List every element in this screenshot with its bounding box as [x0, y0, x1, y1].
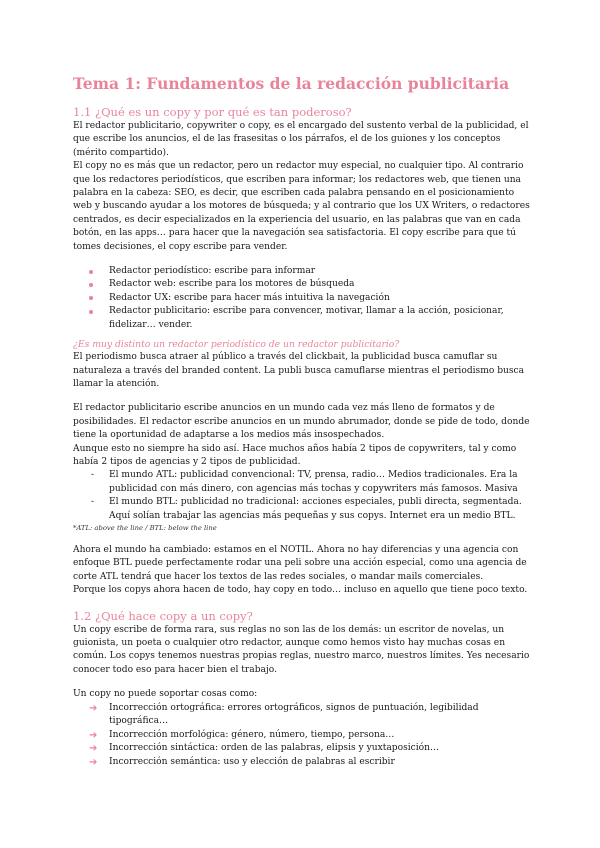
list-item-text: Incorrección morfológica: género, número, tiempo, persona…	[109, 729, 395, 740]
list-item: Redactor UX: escribe para hacer más intuitiva la navegación	[89, 292, 533, 305]
dash-list	[73, 469, 533, 523]
arrow-icon: ➔	[89, 743, 98, 755]
subheading-periodistico: ¿Es muy distinto un redactor periodístico de un redactor publicitario?	[73, 339, 400, 351]
list-item-text: Incorrección semántica: uso y elección de palabras al escribir	[109, 757, 395, 767]
list-item: Redactor periodístico: escribe para informar	[89, 265, 533, 278]
document-page	[73, 70, 533, 770]
paragraph: El periodismo busca atraer al público a través del clickbait, la publicidad busca camuflar su naturaleza a través del branded content. La publi busca camuflarse mientras el periodismo busca llamar la atención.	[73, 352, 525, 389]
footnote: *ATL: above the line / BTL: below the line	[73, 523, 217, 532]
list-item	[89, 729, 533, 743]
document-title: Tema 1: Fundamentos de la redacción publicitaria	[73, 74, 510, 93]
arrow-list	[73, 702, 533, 770]
paragraph: El redactor publicitario escribe anuncios en un mundo cada vez más lleno de formatos y de posibilidades. El redactor escribe anuncios en un mundo abrumador, donde se pide de todo, donde tiene la oportunidad de adaptarse a los medios más insospechados.	[73, 403, 530, 441]
list-item: Redactor publicitario: escribe para convencer, motivar, llamar a la acción, posicionar, fidelizar… vender.	[89, 305, 533, 332]
section-heading-1-2: 1.2 ¿Qué hace copy a un copy?	[73, 608, 253, 623]
paragraph: El copy no es más que un redactor, pero un redactor muy especial, no cualquier tipo. Al contrario que los redactores periodísticos, que escriben para informar; los redactores web, que tienen una palabra en la cabeza: SEO, es decir, que escriben cada palabra pensando en el posicionamiento web y buscando ayudar a los motores de búsqueda; y al contrario que los UX Writers, o redactores centrados, es decir especializados en la experiencia del usuario, en las palabras que van en cada botón, en las apps… para hacer que la navegación sea satisfactoria. El copy escribe para que tú tomes decisiones, el copy escribe para vender.	[73, 161, 530, 252]
paragraph: Ahora el mundo ha cambiado: estamos en el NOTIL. Ahora no hay diferencias y una agencia con enfoque BTL puede perfectamente rodar una peli sobre una acción especial, como una agencia de corte ATL tendrá que hacer los textos de las redes sociales, o mandar mails comerciales.	[73, 544, 527, 582]
list-item	[89, 756, 533, 770]
paragraph: Un copy no puede soportar cosas como:	[73, 689, 258, 700]
arrow-icon: ➔	[89, 729, 98, 741]
list-item: - El mundo BTL: publicidad no tradicional: acciones especiales, publi directa, segmentada. Aquí solían trabajar las agencias más pequeñas y sus copys. Internet era un medio BTL.	[89, 496, 533, 523]
list-item	[89, 742, 533, 756]
paragraph: Aunque esto no siempre ha sido así. Hace muchos años había 2 tipos de copywriters, tal y como había 2 tipos de agencias y 2 tipos de publicidad.	[73, 443, 517, 467]
paragraph: El redactor publicitario, copywriter o copy, es el encargado del sustento verbal de la publicidad, el que escribe los anuncios, el de las frasesitas o los párrafos, el de los guiones y los conceptos (mérito compartido).	[73, 121, 529, 158]
list-item-text: Incorrección sintáctica: orden de las palabras, elipsis y yuxtaposición…	[109, 743, 440, 754]
list-item: - El mundo ATL: publicidad convencional: TV, prensa, radio… Medios tradicionales. Era la publicidad con más dinero, con agencias más tochas y copywriters más famosos. Masiva	[89, 469, 533, 496]
list-item: Redactor web: escribe para los motores de búsqueda	[89, 278, 533, 291]
section-heading-1-1: 1.1 ¿Qué es un copy y por qué es tan poderoso?	[73, 105, 352, 119]
list-item-text: Incorrección ortográfica: errores ortográficos, signos de puntuación, legibilidad tipográfica…	[109, 702, 479, 727]
arrow-icon: ➔	[89, 757, 98, 768]
list-item	[89, 702, 533, 729]
arrow-icon: ➔	[89, 702, 98, 714]
paragraph: Un copy escribe de forma rara, sus reglas no son las de los demás: un escritor de novelas, un guionista, un poeta o cualquier otro redactor, aunque como hemos visto hay muchas cosas en común. Los copys tenemos nuestras propias reglas, nuestro marco, nuestros límites. Yes necesario conocer todo eso para hacer bien el trabajo.	[73, 624, 530, 675]
bullet-list	[73, 265, 533, 332]
paragraph: Porque los copys ahora hacen de todo, hay copy en todo… incluso en aquello que tiene poco texto.	[73, 585, 528, 596]
